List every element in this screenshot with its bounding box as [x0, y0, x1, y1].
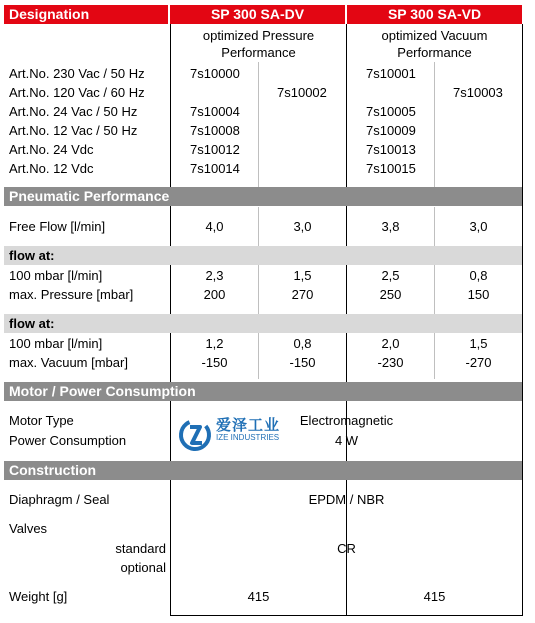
section-construction: Construction — [4, 461, 522, 480]
valves-label: Valves — [9, 521, 48, 536]
model-header-vd: SP 300 SA-VD — [347, 5, 522, 24]
watermark-en: IZE INDUSTRIES — [216, 433, 280, 442]
flow-value: 0,8 — [293, 336, 312, 351]
ize-logo-icon — [178, 418, 212, 452]
model-header-dv: SP 300 SA-DV — [170, 5, 345, 24]
flow-value: 0,8 — [469, 268, 488, 283]
flow-value: 2,5 — [381, 268, 400, 283]
artno-value: 7s10003 — [453, 85, 503, 100]
max-vacuum-value: -270 — [465, 355, 492, 370]
artno-value: 7s10014 — [190, 161, 240, 176]
diaphragm-value: EPDM / NBR — [308, 492, 385, 507]
artno-value: 7s10015 — [366, 161, 416, 176]
divider-right — [522, 24, 523, 616]
max-pressure-value: 200 — [203, 287, 226, 302]
artno-value: 7s10008 — [190, 123, 240, 138]
flow-value: 1,5 — [293, 268, 312, 283]
standard-label: standard — [115, 541, 166, 556]
designation-label: Designation — [9, 6, 90, 22]
max-pressure-value: 250 — [379, 287, 402, 302]
artno-value: 7s10001 — [366, 66, 416, 81]
power-value: 4 W — [334, 433, 359, 448]
artno-value: 7s10000 — [190, 66, 240, 81]
artno-value: 7s10004 — [190, 104, 240, 119]
artno-value: 7s10012 — [190, 142, 240, 157]
max-pressure-value: 150 — [467, 287, 490, 302]
max-pressure-label: max. Pressure [mbar] — [9, 287, 134, 302]
free-flow-value: 3,0 — [469, 219, 488, 234]
weight-label: Weight [g] — [9, 589, 68, 604]
max-pressure-value: 270 — [291, 287, 314, 302]
flow-value: 1,5 — [469, 336, 488, 351]
free-flow-value: 3,0 — [293, 219, 312, 234]
artno-label: Art.No. 12 Vdc — [9, 161, 94, 176]
free-flow-value: 4,0 — [205, 219, 224, 234]
artno-value: 7s10013 — [366, 142, 416, 157]
power-consumption-label: Power Consumption — [9, 433, 127, 448]
artno-value: 7s10002 — [277, 85, 327, 100]
artno-value: 7s10009 — [366, 123, 416, 138]
free-flow-value: 3,8 — [381, 219, 400, 234]
designation-header — [4, 5, 168, 24]
optimized-dv: optimized Pressure Performance — [202, 28, 315, 60]
max-vacuum-value: -150 — [201, 355, 228, 370]
weight-value: 415 — [247, 589, 270, 604]
bottom-border — [170, 615, 523, 616]
artno-label: Art.No. 12 Vac / 50 Hz — [9, 123, 138, 138]
flow-value: 2,3 — [205, 268, 224, 283]
max-vacuum-label: max. Vacuum [mbar] — [9, 355, 128, 370]
flow-value: 2,0 — [381, 336, 400, 351]
artno-label: Art.No. 24 Vdc — [9, 142, 94, 157]
artno-label: Art.No. 24 Vac / 50 Hz — [9, 104, 138, 119]
motor-type-value: Electromagnetic — [299, 413, 394, 428]
watermark — [178, 418, 298, 454]
section-motor: Motor / Power Consumption — [4, 382, 522, 401]
motor-type-label: Motor Type — [9, 413, 74, 428]
artno-value: 7s10005 — [366, 104, 416, 119]
optimized-vd: optimized Vacuum Performance — [381, 28, 488, 60]
inner-divider-vd — [434, 62, 435, 187]
flow-label: 100 mbar [l/min] — [9, 268, 103, 283]
diaphragm-label: Diaphragm / Seal — [9, 492, 110, 507]
max-vacuum-value: -150 — [289, 355, 316, 370]
max-vacuum-value: -230 — [377, 355, 404, 370]
subsection-flow-vacuum: flow at: — [4, 314, 522, 333]
free-flow-label: Free Flow [l/min] — [9, 219, 106, 234]
weight-value: 415 — [423, 589, 446, 604]
artno-label: Art.No. 120 Vac / 60 Hz — [9, 85, 145, 100]
flow-value: 1,2 — [205, 336, 224, 351]
optional-label: optional — [120, 560, 166, 575]
subsection-flow-pressure: flow at: — [4, 246, 522, 265]
watermark-cn: 爱泽工业 — [216, 417, 281, 434]
standard-value: CR — [337, 541, 356, 556]
section-pneumatic: Pneumatic Performance — [4, 187, 522, 206]
inner-divider-dv — [258, 62, 259, 187]
flow-label: 100 mbar [l/min] — [9, 336, 103, 351]
artno-label: Art.No. 230 Vac / 50 Hz — [9, 66, 145, 81]
